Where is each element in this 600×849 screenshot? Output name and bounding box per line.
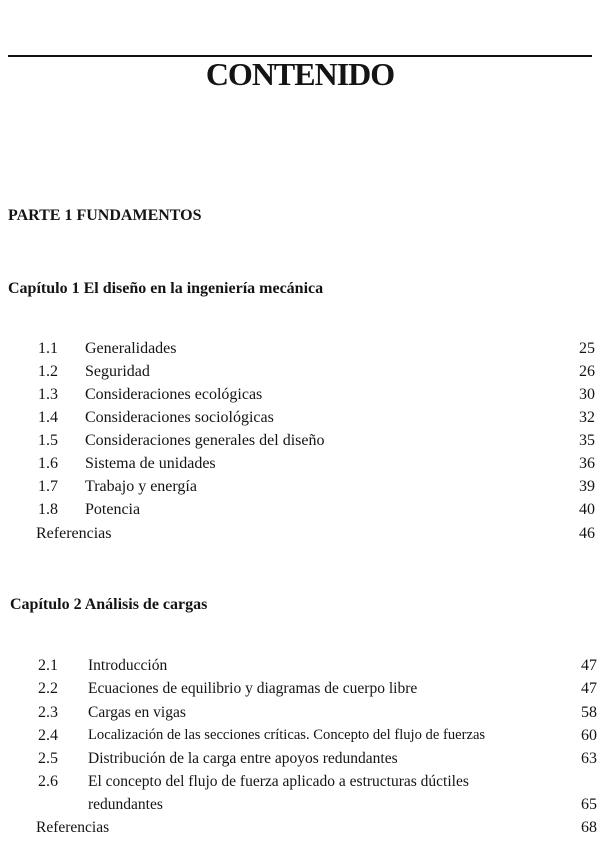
toc-entry bbox=[0, 337, 600, 360]
toc-entry bbox=[0, 475, 600, 498]
toc-entry bbox=[0, 724, 600, 747]
entry-page: 36 bbox=[579, 455, 595, 472]
entry-page: 60 bbox=[581, 727, 597, 744]
entry-title: Distribución de la carga entre apoyos redundantes bbox=[88, 750, 398, 767]
toc-entry bbox=[0, 747, 600, 770]
entry-title: Seguridad bbox=[85, 363, 150, 380]
entry-title: Localización de las secciones críticas. Concepto del flujo de fuerzas bbox=[88, 727, 486, 743]
entry-title: Referencias bbox=[36, 819, 110, 836]
entry-title: Ecuaciones de equilibrio y diagramas de cuerpo libre bbox=[88, 680, 418, 697]
entry-title: Consideraciones generales del diseño bbox=[85, 432, 325, 449]
entry-title: Consideraciones ecológicas bbox=[85, 386, 263, 403]
entry-page: 63 bbox=[581, 750, 597, 767]
entry-page: 30 bbox=[579, 386, 595, 403]
entry-number: 1.4 bbox=[38, 409, 58, 426]
entry-number: 2.1 bbox=[38, 657, 58, 674]
entry-number: 2.2 bbox=[38, 680, 58, 697]
entry-page: 47 bbox=[581, 657, 597, 674]
entry-page: 25 bbox=[579, 340, 595, 357]
entry-page: 40 bbox=[579, 501, 595, 518]
entry-page: 47 bbox=[581, 680, 597, 697]
entry-title: Sistema de unidades bbox=[85, 455, 216, 472]
entry-title: Cargas en vigas bbox=[88, 704, 186, 721]
entry-number: 1.6 bbox=[38, 455, 58, 472]
entry-title: Consideraciones sociológicas bbox=[85, 409, 274, 426]
toc-entry-continuation bbox=[0, 793, 600, 816]
part-heading: PARTE 1 FUNDAMENTOS bbox=[8, 207, 202, 224]
entry-page: 58 bbox=[581, 704, 597, 721]
entry-number: 1.1 bbox=[38, 340, 58, 357]
toc-entry-references bbox=[0, 522, 600, 545]
toc-entry bbox=[0, 498, 600, 521]
toc-entry bbox=[0, 452, 600, 475]
entry-title: Trabajo y energía bbox=[85, 478, 197, 495]
entry-page: 46 bbox=[579, 525, 595, 542]
entry-title: Referencias bbox=[36, 525, 112, 542]
entry-page: 35 bbox=[579, 432, 595, 449]
entry-title: Generalidades bbox=[85, 340, 177, 357]
chapter-2-heading: Capítulo 2 Análisis de cargas bbox=[10, 596, 208, 613]
toc-entry bbox=[0, 360, 600, 383]
entry-number: 1.2 bbox=[38, 363, 58, 380]
entry-page: 39 bbox=[579, 478, 595, 495]
chapter-1-heading: Capítulo 1 El diseño en la ingeniería mecánica bbox=[8, 280, 324, 297]
entry-page: 32 bbox=[579, 409, 595, 426]
entry-page: 26 bbox=[579, 363, 595, 380]
entry-title: redundantes bbox=[88, 796, 163, 813]
entry-title: Introducción bbox=[88, 657, 168, 674]
entry-number: 2.4 bbox=[38, 727, 58, 744]
entry-number: 1.3 bbox=[38, 386, 58, 403]
toc-entry bbox=[0, 677, 600, 700]
entry-number: 2.3 bbox=[38, 704, 58, 721]
toc-entry bbox=[0, 770, 600, 793]
entry-number: 2.5 bbox=[38, 750, 58, 767]
entry-number: 2.6 bbox=[38, 773, 58, 790]
toc-entry bbox=[0, 701, 600, 724]
entry-number: 1.8 bbox=[38, 501, 58, 518]
toc-entry bbox=[0, 429, 600, 452]
toc-entry bbox=[0, 654, 600, 677]
entry-number: 1.7 bbox=[38, 478, 58, 495]
entry-page: 65 bbox=[581, 796, 597, 813]
toc-entry bbox=[0, 406, 600, 429]
toc-entry-references bbox=[0, 816, 600, 839]
toc-entry bbox=[0, 383, 600, 406]
entry-page: 68 bbox=[581, 819, 597, 836]
entry-title: El concepto del flujo de fuerza aplicado a estructuras dúctiles bbox=[88, 773, 469, 790]
entry-number: 1.5 bbox=[38, 432, 58, 449]
page-title: CONTENIDO bbox=[205, 56, 395, 92]
entry-title: Potencia bbox=[85, 501, 141, 518]
